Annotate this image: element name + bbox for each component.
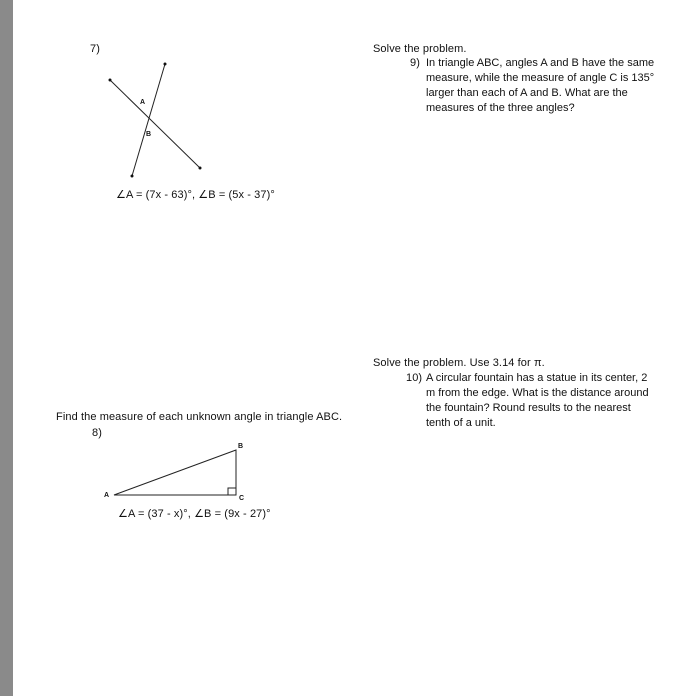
problem-7-diagram — [100, 58, 210, 183]
line-a-start-point — [109, 79, 112, 82]
section-heading-solve-pi: Solve the problem. Use 3.14 for π. — [373, 357, 545, 369]
problem-7-given: ∠A = (7x - 63)°, ∠B = (5x - 37)° — [116, 189, 275, 201]
line-a-end-point — [199, 167, 202, 170]
line-b-start-point — [164, 63, 167, 66]
problem-8-number: 8) — [92, 427, 102, 439]
problem-8-given: ∠A = (37 - x)°, ∠B = (9x - 27)° — [118, 508, 271, 520]
problem-7-number: 7) — [90, 43, 100, 55]
problem-8-triangle-diagram — [100, 438, 250, 508]
problem-9-number: 9) — [410, 57, 420, 69]
section-heading-triangle: Find the measure of each unknown angle in triangle ABC. — [56, 411, 343, 423]
problem-10-number: 10) — [406, 372, 423, 384]
vertex-b-label: B — [238, 443, 244, 450]
line-b-end-point — [131, 175, 134, 178]
page-left-margin-bar — [0, 0, 13, 696]
label-b: B — [146, 131, 152, 138]
vertex-a-label: A — [104, 492, 110, 499]
line-b — [132, 64, 165, 176]
vertex-c-label: C — [239, 495, 245, 502]
line-a — [110, 80, 200, 168]
section-heading-solve: Solve the problem. — [373, 43, 467, 55]
label-a: A — [140, 99, 146, 106]
problem-10-text: A circular fountain has a statue in its center, 2 m from the edge. What is the distance around the fountain? Round results to the nearest tenth of a unit. — [426, 372, 649, 429]
right-angle-marker — [228, 488, 236, 495]
problem-9-text: In triangle ABC, angles A and B have the same measure, while the measure of angle C is 135° larger than each of A and B. What are the measures of the three angles? — [426, 57, 655, 114]
triangle-abc — [114, 450, 236, 495]
